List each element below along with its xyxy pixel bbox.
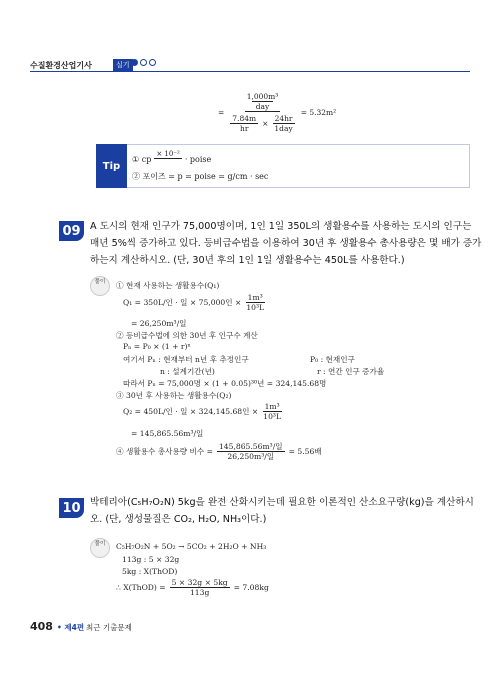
tip-label: Tip: [96, 144, 127, 188]
tip-frac-bottom: [165, 159, 172, 169]
question-09-line-2: 매년 5%씩 증가하고 있다. 등비급수법을 이용하여 30년 후 생활용수 총사용량은 몇 배가 증가: [90, 238, 482, 249]
q09-step-2-where-1b: P₀ : 현재인구: [310, 355, 355, 364]
formula-result: = 5.32m²: [300, 108, 337, 117]
tip-line-1-suffix: · poise: [184, 154, 212, 164]
tip-line-1-fraction: [154, 150, 182, 169]
q09-step-1-title: ① 현재 사용하는 생활용수(Q₁): [116, 281, 220, 290]
q09-step-4-result: = 5.56배: [288, 447, 322, 457]
equals-sign: =: [218, 108, 225, 117]
den-left-bottom: hr: [239, 124, 249, 133]
q09-step-1-frac: [244, 293, 266, 312]
solution-icon: [90, 538, 110, 558]
q09-step-3-eq-text: Q₂ = 450L/인 · 일 × 324,145.68인 ×: [123, 407, 259, 417]
numerator-top: 1,000m³: [246, 92, 279, 101]
header-badge: 실기: [113, 59, 133, 71]
q09-step-2-where-2: n : 설계기간(년): [160, 367, 215, 376]
den-right-top: 24hr: [274, 114, 293, 123]
solution-icon: [90, 276, 110, 296]
frac-top: 1m³: [247, 293, 263, 302]
q09-step-1-result: = 26,250m³/일: [131, 319, 187, 328]
top-formula: [218, 92, 336, 133]
tip-line-2: ② 포이즈 = p = poise = g/cm · sec: [132, 172, 269, 181]
q09-step-2-title: ② 등비급수법에 의한 30년 후 인구수 계산: [116, 331, 258, 340]
q09-step-3-result: = 145,865.56m³/일: [131, 429, 204, 438]
times-sign: ×: [262, 119, 269, 128]
q10-reaction: C₅H₇O₂N + 5O₂ → 5CO₂ + 2H₂O + NH₃: [116, 542, 267, 551]
solution-icon-label: 풀이: [94, 541, 106, 547]
page-number: 408: [30, 620, 53, 633]
tip-frac-top: × 10⁻²: [156, 150, 180, 158]
header-rule: [30, 71, 470, 72]
footer-title: 최근 기출문제: [86, 623, 132, 632]
q09-step-1-eq-text: Q₁ = 350L/인 · 일 × 75,000인 ×: [123, 298, 242, 308]
q10-conclusion-frac: [170, 578, 230, 597]
header-dot-icon: [131, 59, 138, 66]
den-left: [230, 114, 258, 133]
question-09-line-3: 하는지 계산하시오. (단, 30년 후의 1인 1일 생활용수는 450L를 사용한다.): [90, 255, 405, 266]
q09-step-4-frac: [217, 442, 285, 461]
tip-line-1-prefix: ① cp: [132, 154, 152, 164]
frac-bottom: 26,250m³/일: [227, 452, 275, 462]
tip-line-1: [132, 150, 211, 169]
header-dot-icon: [149, 59, 156, 66]
frac-bottom: 10³L: [263, 412, 281, 422]
q09-step-4: [116, 442, 322, 461]
q09-step-2-where-1: 여기서 Pₙ : 현재부터 n년 후 추정인구: [123, 355, 249, 364]
footer-section: • 제4편: [57, 623, 85, 632]
solution-icon-label: 풀이: [94, 279, 106, 285]
q09-step-1-eq: [123, 293, 266, 312]
q09-step-2-calc: 따라서 Pₙ = 75,000명 × (1 + 0.05)³⁰년 = 324,145.68명: [123, 379, 327, 388]
frac-top: 5 × 32g × 5kg: [171, 578, 228, 587]
q09-step-3-eq: [123, 402, 283, 421]
q09-step-2-where-2b: r : 연간 인구 증가율: [317, 367, 385, 376]
q09-step-4-title: ④ 생활용수 총사용량 비수 =: [116, 447, 213, 457]
q10-row-2: 5kg : X(ThOD): [122, 567, 178, 576]
question-number: 10: [59, 498, 84, 518]
q10-conclusion-prefix: ∴ X(ThOD) =: [116, 583, 166, 593]
q09-step-3-frac: [261, 402, 283, 421]
header-dot-icon: [140, 59, 147, 66]
den-left-top: 7.84m: [232, 114, 257, 123]
frac-top: 1m³: [264, 402, 280, 411]
q09-step-3-title: ③ 30년 후 사용하는 생활용수(Q₂): [116, 391, 232, 400]
q10-conclusion: [116, 578, 269, 597]
top-formula-fraction: [228, 92, 296, 133]
question-number: 09: [59, 221, 84, 241]
numerator-bottom: day: [252, 101, 274, 111]
q10-row-1: 113g : 5 × 32g: [122, 555, 180, 564]
question-10-line-1: 박테리아(C₅H₇O₂N) 5kg을 완전 산화시키는데 필요한 이론적인 산소요구량(kg)을 계산하시: [90, 497, 474, 508]
den-right-bottom: 1day: [274, 124, 293, 133]
frac-bottom: 113g: [189, 588, 210, 598]
question-09-line-1: A 도시의 현재 인구가 75,000명이며, 1인 1일 350L의 생활용수를 사용하는 도시의 인구는: [90, 221, 472, 232]
frac-bottom: 10³L: [246, 303, 265, 313]
q10-conclusion-result: = 7.08kg: [233, 583, 269, 593]
frac-top: 145,865.56m³/일: [218, 442, 283, 451]
question-10-line-2: 오. (단, 생성물질은 CO₂, H₂O, NH₃이다.): [90, 514, 267, 525]
q09-step-2-eq: Pₙ = P₀ × (1 + r)ⁿ: [123, 342, 191, 351]
den-right: [272, 114, 294, 133]
header-title: 수질환경산업기사: [30, 61, 92, 70]
